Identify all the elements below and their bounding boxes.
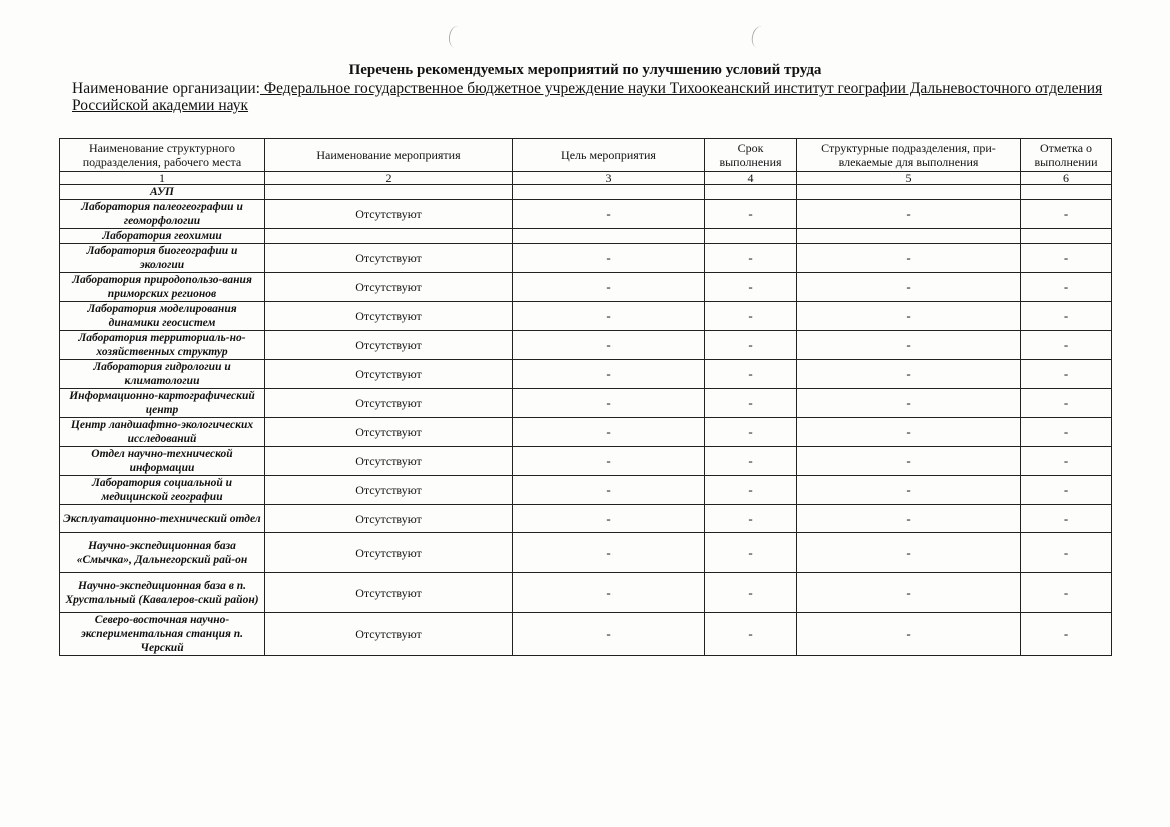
event-cell: Отсутствуют	[265, 360, 513, 389]
event-cell: Отсутствуют	[265, 505, 513, 533]
event-cell: Отсутствуют	[265, 273, 513, 302]
unit-cell: Информационно-картографический центр	[60, 389, 265, 418]
mark-cell: -	[1021, 573, 1112, 613]
table-row	[60, 331, 1112, 360]
goal-cell: -	[513, 331, 705, 360]
table-row	[60, 273, 1112, 302]
term-cell	[705, 185, 797, 200]
mark-cell: -	[1021, 613, 1112, 656]
term-cell: -	[705, 476, 797, 505]
table-row	[60, 302, 1112, 331]
event-cell: Отсутствуют	[265, 447, 513, 476]
measures-table	[59, 138, 1112, 656]
event-cell	[265, 229, 513, 244]
term-cell: -	[705, 244, 797, 273]
departments-cell: -	[797, 331, 1021, 360]
departments-cell: -	[797, 533, 1021, 573]
term-cell: -	[705, 200, 797, 229]
table-row	[60, 476, 1112, 505]
term-cell: -	[705, 418, 797, 447]
header-unit: Наименование структурного подразделения, рабочего места	[60, 139, 265, 172]
table-row	[60, 200, 1112, 229]
departments-cell	[797, 185, 1021, 200]
scan-mark-right	[750, 25, 770, 50]
table-row	[60, 185, 1112, 200]
mark-cell: -	[1021, 331, 1112, 360]
term-cell: -	[705, 505, 797, 533]
column-number: 6	[1021, 172, 1112, 185]
column-number: 2	[265, 172, 513, 185]
unit-cell: Лаборатория гидрологии и климатологии	[60, 360, 265, 389]
table-row	[60, 533, 1112, 573]
table-row	[60, 229, 1112, 244]
table-row	[60, 418, 1112, 447]
mark-cell: -	[1021, 389, 1112, 418]
header-departments: Структурные подразделения, при-влекаемые для выполнения	[797, 139, 1021, 172]
unit-cell: Лаборатория палеогеографии и геоморфологии	[60, 200, 265, 229]
column-number: 5	[797, 172, 1021, 185]
event-cell: Отсутствуют	[265, 331, 513, 360]
header-mark: Отметка о выполнении	[1021, 139, 1112, 172]
unit-cell: Лаборатория социальной и медицинской географии	[60, 476, 265, 505]
goal-cell	[513, 229, 705, 244]
column-number-row	[60, 172, 1112, 185]
event-cell: Отсутствуют	[265, 200, 513, 229]
mark-cell: -	[1021, 200, 1112, 229]
organization-name: Федеральное государственное бюджетное учреждение науки Тихоокеанский институт географии Дальневосточного отделения Российской академии наук	[72, 80, 1103, 114]
table-row	[60, 505, 1112, 533]
header-goal: Цель мероприятия	[513, 139, 705, 172]
event-cell: Отсутствуют	[265, 244, 513, 273]
scan-mark-left	[448, 25, 466, 49]
goal-cell: -	[513, 302, 705, 331]
departments-cell: -	[797, 389, 1021, 418]
term-cell: -	[705, 389, 797, 418]
table-row	[60, 613, 1112, 656]
goal-cell: -	[513, 200, 705, 229]
column-number: 3	[513, 172, 705, 185]
departments-cell: -	[797, 360, 1021, 389]
document-title: Перечень рекомендуемых мероприятий по улучшению условий труда	[348, 62, 822, 78]
mark-cell	[1021, 229, 1112, 244]
goal-cell: -	[513, 389, 705, 418]
departments-cell: -	[797, 302, 1021, 331]
table-row	[60, 447, 1112, 476]
column-number: 4	[705, 172, 797, 185]
departments-cell: -	[797, 200, 1021, 229]
departments-cell: -	[797, 613, 1021, 656]
unit-cell: Центр ландшафтно-экологических исследований	[60, 418, 265, 447]
departments-cell	[797, 229, 1021, 244]
table-row	[60, 244, 1112, 273]
departments-cell: -	[797, 418, 1021, 447]
mark-cell: -	[1021, 302, 1112, 331]
unit-cell: Научно-экспедиционная база «Смычка», Дальнегорский рай-он	[60, 533, 265, 573]
term-cell: -	[705, 273, 797, 302]
event-cell: Отсутствуют	[265, 533, 513, 573]
goal-cell: -	[513, 476, 705, 505]
mark-cell: -	[1021, 476, 1112, 505]
event-cell: Отсутствуют	[265, 573, 513, 613]
event-cell: Отсутствуют	[265, 476, 513, 505]
term-cell	[705, 229, 797, 244]
mark-cell	[1021, 185, 1112, 200]
goal-cell: -	[513, 505, 705, 533]
mark-cell: -	[1021, 418, 1112, 447]
unit-cell: Лаборатория моделирования динамики геосистем	[60, 302, 265, 331]
term-cell: -	[705, 613, 797, 656]
organization-label: Наименование организации:	[72, 80, 260, 97]
mark-cell: -	[1021, 505, 1112, 533]
unit-cell: Северо-восточная научно-экспериментальная станция п. Черский	[60, 613, 265, 656]
term-cell: -	[705, 573, 797, 613]
table-row	[60, 360, 1112, 389]
event-cell: Отсутствуют	[265, 302, 513, 331]
term-cell: -	[705, 360, 797, 389]
unit-cell: Отдел научно-технической информации	[60, 447, 265, 476]
table-row	[60, 389, 1112, 418]
column-number: 1	[60, 172, 265, 185]
departments-cell: -	[797, 505, 1021, 533]
departments-cell: -	[797, 244, 1021, 273]
goal-cell: -	[513, 244, 705, 273]
goal-cell: -	[513, 273, 705, 302]
unit-cell: Научно-экспедиционная база в п. Хрустальный (Кавалеров-ский район)	[60, 573, 265, 613]
event-cell: Отсутствуют	[265, 418, 513, 447]
goal-cell: -	[513, 613, 705, 656]
departments-cell: -	[797, 573, 1021, 613]
departments-cell: -	[797, 476, 1021, 505]
header-event: Наименование мероприятия	[265, 139, 513, 172]
goal-cell: -	[513, 573, 705, 613]
mark-cell: -	[1021, 273, 1112, 302]
goal-cell: -	[513, 360, 705, 389]
mark-cell: -	[1021, 447, 1112, 476]
term-cell: -	[705, 447, 797, 476]
departments-cell: -	[797, 447, 1021, 476]
mark-cell: -	[1021, 533, 1112, 573]
event-cell: Отсутствуют	[265, 613, 513, 656]
mark-cell: -	[1021, 244, 1112, 273]
goal-cell	[513, 185, 705, 200]
event-cell: Отсутствуют	[265, 389, 513, 418]
unit-cell: Лаборатория территориаль-но-хозяйственных структур	[60, 331, 265, 360]
goal-cell: -	[513, 447, 705, 476]
term-cell: -	[705, 533, 797, 573]
unit-cell: Лаборатория биогеографии и экологии	[60, 244, 265, 273]
event-cell	[265, 185, 513, 200]
goal-cell: -	[513, 533, 705, 573]
header-term: Срок выполнения	[705, 139, 797, 172]
term-cell: -	[705, 331, 797, 360]
term-cell: -	[705, 302, 797, 331]
unit-cell: Лаборатория геохимии	[60, 229, 265, 244]
unit-cell: Эксплуатационно-технический отдел	[60, 505, 265, 533]
unit-cell: Лаборатория природопользо-вания приморских регионов	[60, 273, 265, 302]
organization-line	[72, 80, 1112, 114]
table-row	[60, 573, 1112, 613]
departments-cell: -	[797, 273, 1021, 302]
goal-cell: -	[513, 418, 705, 447]
unit-cell: АУП	[60, 185, 265, 200]
mark-cell: -	[1021, 360, 1112, 389]
table-header-row	[60, 139, 1112, 172]
